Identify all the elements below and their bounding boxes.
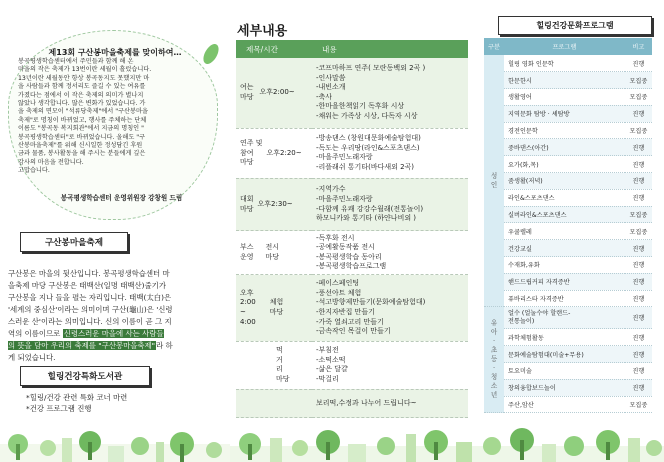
table-row bbox=[484, 122, 652, 139]
slot-label: 오후 2:00 ~ 4:00 bbox=[240, 288, 256, 326]
slot-items: -코프마하프 연주( 모란동백외 2곡 ) -인사말씀 -내빈소개 -축사 -한마을한책읽기 독후화 시상 -채워는 가족상 시상, 다독자 시상 bbox=[312, 58, 468, 128]
slot-time: 오후2:20~ bbox=[266, 148, 302, 157]
program-name: 중바댄스(아간) bbox=[504, 139, 625, 156]
program-status: 진행 bbox=[625, 290, 652, 307]
program-status: 진행 bbox=[625, 307, 652, 329]
program-status: 모집중 bbox=[625, 396, 652, 413]
table-row bbox=[484, 139, 652, 156]
program-name: 실버라인&스포츠댄스 bbox=[504, 206, 625, 223]
group-youth: 유 아 · 초 등 · 청 소 년 bbox=[484, 307, 504, 413]
program-status: 진행 bbox=[625, 156, 652, 173]
program-name: 줌생활(저녁) bbox=[504, 173, 625, 190]
program-name: 지역문화 탐방 · 셰탐방 bbox=[504, 105, 625, 122]
program-name: 우쿨렐레 bbox=[504, 223, 625, 240]
slot-time: 오후2:30~ bbox=[257, 199, 293, 208]
table-row bbox=[484, 257, 652, 274]
program-status: 진행 bbox=[625, 173, 652, 190]
table-row bbox=[484, 307, 652, 329]
healing-library-heading: 힐링건강특화도서관 bbox=[20, 366, 150, 386]
table-row bbox=[236, 275, 468, 341]
slot-items: -페이스페인팅 -풍선아트 체험 -석고방향제만들기(문화예술탐험대) -한지자반집 만들기 -가죽 열쇠고리 만들기 -금속작인 목걸이 만들기 bbox=[312, 275, 468, 341]
program-name: 토요미술 bbox=[504, 363, 625, 380]
table-row bbox=[484, 290, 652, 307]
story-text-1: 구산봉은 마을의 뒷산입니다. 봉곡평생학습센터 마 을축제 마당 구산봉은 태백산(일명 태백산)줄기가 구산봉을 지나 들을 펼는 자리입니다. 태백(太白)은 '세계의 중심산'이라는 의미이며 구산(龜山)은 '신령 스러운 산'이라는 의미입니다. 신의 이름이 곧 그 지 역의 이름이므로 bbox=[8, 269, 173, 338]
program-name: 과학체험활동 bbox=[504, 329, 625, 346]
story-highlight: 신령스러운 마을에 사는 사람들 의 뜻을 담아 우리의 축제를 "구산봉마을축제" bbox=[8, 329, 164, 350]
table-row bbox=[484, 105, 652, 122]
slot-items: -부침전 -소떡소떡 -삶은 달걀 -막걸리 bbox=[312, 341, 468, 389]
slot-sub-label: 먹 거 리 마당 bbox=[276, 346, 290, 383]
table-row bbox=[484, 363, 652, 380]
table-row bbox=[236, 389, 468, 417]
group-adult: 성 인 bbox=[484, 55, 504, 307]
table-row bbox=[484, 329, 652, 346]
program-status: 모집중 bbox=[625, 223, 652, 240]
slot-label: 연주 및 참여 마당 bbox=[240, 138, 263, 167]
table-row bbox=[236, 58, 468, 128]
slot-items: -방송댄스 (창원대문화예술탐험대) -독도는 우리땅(라인&스포츠댄스) -마을주민노래자랑 -리플래쉬 통기타(바다새외 2곡) bbox=[312, 128, 468, 178]
slot-items: -독후화 전시 -공예활동작품 전시 -봉곡평생학습 동아리 -봉곡평생학습프로그램 bbox=[312, 231, 468, 275]
col-note-header: 비고 bbox=[625, 38, 652, 55]
program-status: 진행 bbox=[625, 363, 652, 380]
bullet-item: *힐링/건강 관련 특화 코너 마련 bbox=[26, 393, 128, 402]
intro-title: 제13회 구산봉마을축제를 맞이하여… bbox=[48, 48, 182, 57]
table-row bbox=[484, 379, 652, 396]
program-status: 진행 bbox=[625, 55, 652, 72]
program-status: 진행 bbox=[625, 257, 652, 274]
table-row bbox=[484, 240, 652, 257]
healing-program-title: 힐링건강문화프로그램 bbox=[498, 16, 652, 35]
program-name: 주산,암산 bbox=[504, 396, 625, 413]
leaf-icon bbox=[196, 40, 226, 70]
program-name: 요가(화,목) bbox=[504, 156, 625, 173]
program-name: 생활영어 bbox=[504, 89, 625, 106]
program-status: 진행 bbox=[625, 139, 652, 156]
program-status: 진행 bbox=[625, 189, 652, 206]
bottom-deco-left bbox=[0, 424, 230, 462]
slot-label: 여는 마당 bbox=[240, 83, 254, 101]
program-status: 진행 bbox=[625, 105, 652, 122]
healing-library-bullets bbox=[26, 392, 127, 414]
table-row bbox=[484, 346, 652, 363]
story-text-2: 라 하 게 되었습니다. bbox=[8, 341, 173, 362]
program-status: 모집중 bbox=[625, 89, 652, 106]
program-name: 문화예술탐험대(미술+무용) bbox=[504, 346, 625, 363]
table-row bbox=[484, 273, 652, 290]
program-name: 핸드드립커피 자격증반 bbox=[504, 273, 625, 290]
program-name: 한문한시 bbox=[504, 72, 625, 89]
table-row bbox=[236, 231, 468, 275]
col-time-header: 제목/시간 bbox=[236, 40, 312, 58]
intro-signature: 봉곡평생학습센터 운영위원장 강창원 드림 bbox=[60, 194, 183, 202]
program-status: 진행 bbox=[625, 346, 652, 363]
col-content-header: 내용 bbox=[312, 40, 468, 58]
program-status: 모집중 bbox=[625, 206, 652, 223]
table-row bbox=[484, 89, 652, 106]
slot-label: 부스 운영 bbox=[240, 243, 254, 261]
festival-story bbox=[8, 268, 224, 364]
program-status: 모집중 bbox=[625, 72, 652, 89]
program-name: 라인&스포츠댄스 bbox=[504, 189, 625, 206]
program-table bbox=[484, 38, 652, 413]
details-title: 세부내용 bbox=[237, 24, 288, 39]
intro-body: 봉곡평생학습센터에서 주민들과 함께 해 온 마을의 작은 축제가 13번이란 세월이 흘렀습니다. 13년이란 세월동안 항상 봉곡동지도 못했지만 마 을 사람들과 함께 정서리도 즐길 수 있는 여유를 가졌다는 점에서 이 작은 축제의 의미가 별나지 않았나 생각합니다. 많은 변화가 있었습니다. 가 을 축제의 면모이 "석류당축제"에서 "구산봉마을 축제"로 명칭이 바뀌었고, 행사를 주체하는 단체 이름도 "봉곡동 복지회관"에서 지금의 명칭인 " 봉곡평생학습센터"로 바뀌었습니다. 올해도 "구 산봉마을축제"를 위해 신시일한 정성담긴 후원 금과 물품, 봉사활동을 해 주시는 분들에게 깊은 감사의 마음을 전합니다. 고맙습니다. bbox=[18, 58, 152, 175]
program-status: 진행 bbox=[625, 273, 652, 290]
program-name: 창의융합보드놀이 bbox=[504, 379, 625, 396]
slot-sub-label: 전시 마당 bbox=[265, 243, 280, 261]
festival-heading: 구산봉마을축제 bbox=[20, 232, 128, 252]
program-status: 진행 bbox=[625, 240, 652, 257]
table-row bbox=[236, 128, 468, 178]
slot-items: 보리떡,수정과 나누어 드립니다~ bbox=[312, 389, 468, 417]
schedule-table bbox=[236, 40, 468, 418]
slot-label: 대회 마당 bbox=[240, 194, 254, 213]
table-row bbox=[484, 206, 652, 223]
table-row bbox=[484, 396, 652, 413]
program-status: 진행 bbox=[625, 329, 652, 346]
bottom-deco-right bbox=[230, 418, 664, 462]
program-name: 수재화,유화 bbox=[504, 257, 625, 274]
table-row bbox=[236, 341, 468, 389]
table-row bbox=[484, 72, 652, 89]
table-row bbox=[236, 178, 468, 230]
col-program-header: 프로그램 bbox=[504, 38, 625, 55]
program-name: 힐링 영화 인문학 bbox=[504, 55, 625, 72]
program-name: 얼수 (얼눌수야 할랜드- 전통놀이) bbox=[504, 307, 625, 329]
program-name: 건강교실 bbox=[504, 240, 625, 257]
program-status: 모집중 bbox=[625, 122, 652, 139]
table-row bbox=[484, 173, 652, 190]
table-row bbox=[484, 55, 652, 72]
program-status: 진행 bbox=[625, 379, 652, 396]
slot-items: -지역가수 -마을주민노래자랑 -다함께 유쾌 강강수월래(전통놀이) 하모니카와 통기타 (하얀나비외 ) bbox=[312, 178, 468, 230]
slot-sub-label: 체험 마당 bbox=[269, 298, 284, 316]
table-row bbox=[484, 156, 652, 173]
slot-time: 오후2:00~ bbox=[259, 88, 295, 97]
table-row bbox=[484, 189, 652, 206]
program-name: 경전인문학 bbox=[504, 122, 625, 139]
bullet-item: *건강 프로그램 진행 bbox=[26, 404, 92, 413]
col-group-header: 구분 bbox=[484, 38, 504, 55]
program-name: 퓨바리스타 자격증반 bbox=[504, 290, 625, 307]
table-row bbox=[484, 223, 652, 240]
